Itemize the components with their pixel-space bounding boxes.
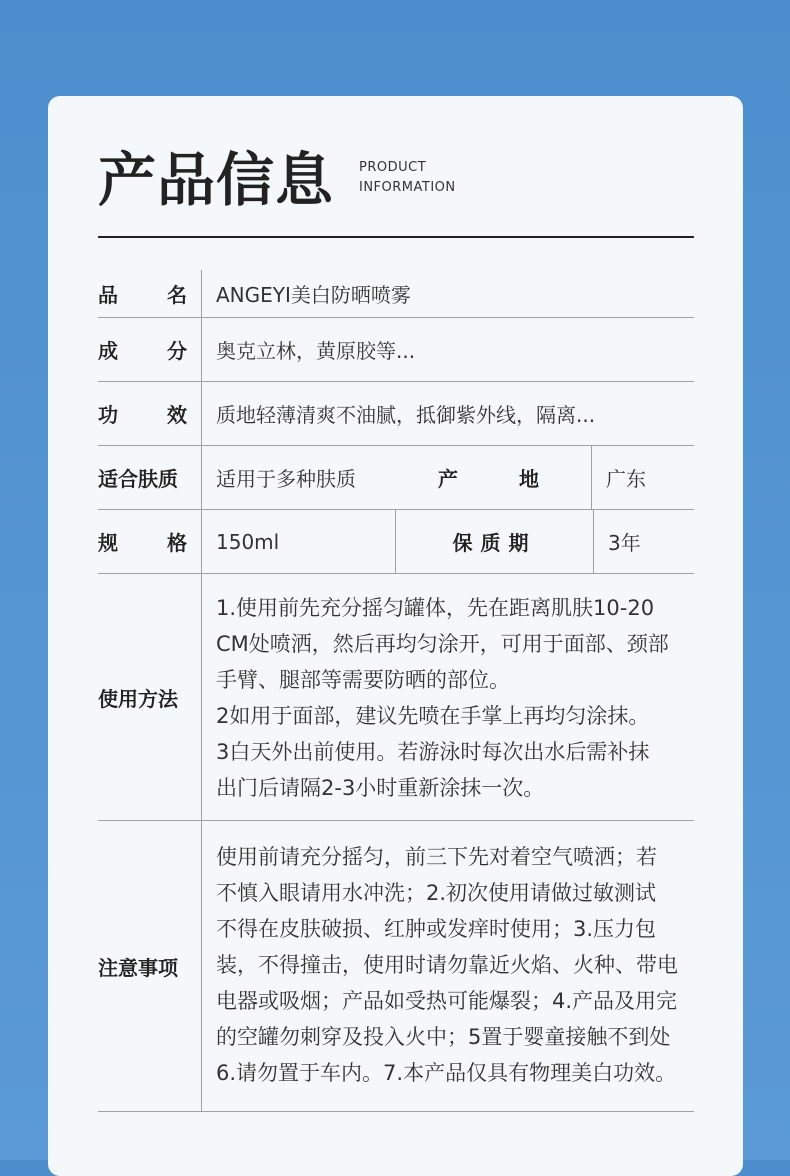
value-skin-type: 适用于多种肤质 bbox=[216, 467, 356, 491]
label-char: 效 bbox=[167, 403, 187, 427]
usage-line: 出门后请隔2-3小时重新涂抹一次。 bbox=[216, 776, 545, 800]
label-char: 成 bbox=[98, 339, 118, 363]
usage-text bbox=[202, 574, 694, 820]
row-ingredients bbox=[98, 318, 694, 382]
section-header bbox=[98, 140, 694, 238]
label-product-name bbox=[98, 270, 202, 317]
caution-line: 不慎入眼请用水冲洗；2.初次使用请做过敏测试 bbox=[216, 881, 657, 905]
row-caution bbox=[98, 821, 694, 1112]
caution-text bbox=[202, 821, 694, 1111]
label-spec bbox=[98, 510, 202, 573]
subtitle-line-2: INFORMATION bbox=[359, 180, 456, 195]
caution-line: 不得在皮肤破损、红肿或发痒时使用；3.压力包 bbox=[216, 917, 657, 941]
value-product-name: ANGEYI美白防晒喷雾 bbox=[216, 283, 411, 307]
label-char: 产 bbox=[438, 467, 458, 491]
label-effect bbox=[98, 382, 202, 445]
label-char: 分 bbox=[167, 339, 187, 363]
value-origin: 广东 bbox=[606, 467, 646, 491]
label-char: 规 bbox=[98, 531, 118, 555]
page-title: 产品信息 bbox=[98, 146, 335, 214]
label-char: 功 bbox=[98, 403, 118, 427]
row-effect bbox=[98, 382, 694, 446]
label-caution: 注意事项 bbox=[98, 821, 202, 1111]
usage-line: 1.使用前先充分摇匀罐体，先在距离肌肤10-20 bbox=[216, 596, 655, 620]
label-ingredients bbox=[98, 318, 202, 381]
row-product-name bbox=[98, 270, 694, 318]
row-skin-type bbox=[98, 446, 694, 510]
caution-line: 的空罐勿刺穿及投入火中；5置于婴童接触不到处 bbox=[216, 1025, 671, 1049]
value-spec: 150ml bbox=[202, 510, 396, 573]
value-ingredients: 奥克立林，黄原胶等... bbox=[216, 339, 416, 363]
caution-line: 6.请勿置于车内。7.本产品仅具有物理美白功效。 bbox=[216, 1061, 677, 1085]
subtitle-line-1: PRODUCT bbox=[359, 160, 427, 175]
label-origin bbox=[438, 446, 592, 509]
product-info-table bbox=[98, 270, 694, 1112]
caution-line: 电器或吸烟；产品如受热可能爆裂；4.产品及用完 bbox=[216, 989, 678, 1013]
page-subtitle bbox=[359, 158, 456, 198]
row-spec bbox=[98, 510, 694, 574]
caution-line: 装，不得撞击，使用时请勿靠近火焰、火种、带电 bbox=[216, 953, 678, 977]
label-skin-type: 适合肤质 bbox=[98, 446, 202, 509]
usage-line: 手臂、腿部等需要防晒的部位。 bbox=[216, 668, 510, 692]
label-char: 品 bbox=[98, 283, 118, 307]
label-shelf-life: 保质期 bbox=[396, 510, 594, 573]
label-usage: 使用方法 bbox=[98, 574, 202, 820]
caution-line: 使用前请充分摇匀，前三下先对着空气喷洒；若 bbox=[216, 845, 657, 869]
value-effect: 质地轻薄清爽不油腻，抵御紫外线，隔离... bbox=[216, 403, 596, 427]
usage-line: 2如用于面部，建议先喷在手掌上再均匀涂抹。 bbox=[216, 704, 650, 728]
label-char: 名 bbox=[167, 283, 187, 307]
row-usage bbox=[98, 574, 694, 821]
usage-line: 3白天外出前使用。若游泳时每次出水后需补抹 bbox=[216, 740, 650, 764]
label-char: 格 bbox=[167, 531, 187, 555]
label-char: 地 bbox=[519, 467, 539, 491]
usage-line: CM处喷洒，然后再均匀涂开，可用于面部、颈部 bbox=[216, 632, 669, 656]
value-shelf-life: 3年 bbox=[608, 531, 641, 555]
